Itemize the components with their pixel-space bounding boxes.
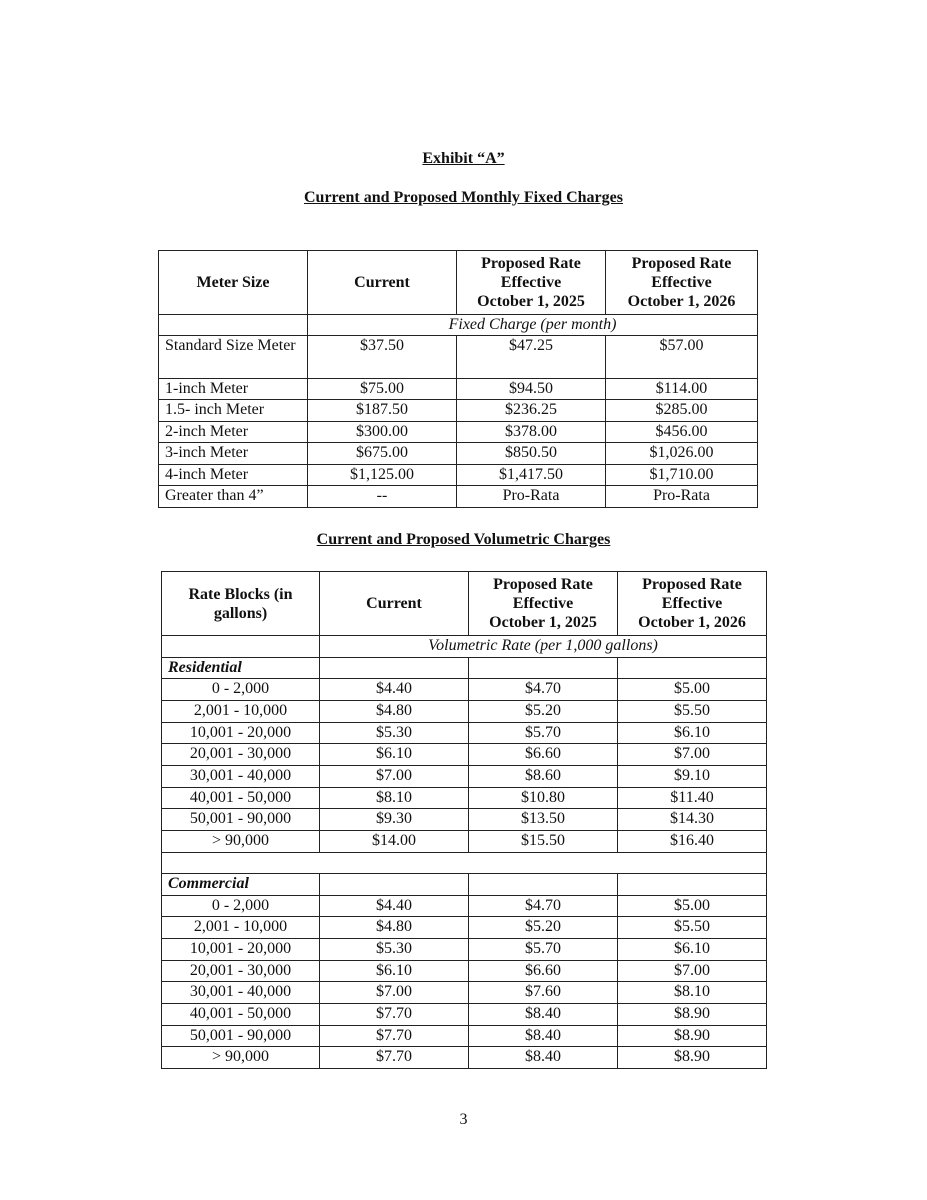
header-line: Effective	[651, 274, 712, 291]
oct-2026-cell: $5.00	[618, 896, 767, 917]
oct-2025-cell: $7.60	[469, 982, 618, 1004]
header-oct-2025	[457, 251, 606, 315]
oct-2026-cell: $8.90	[618, 1026, 767, 1047]
header-line: Proposed Rate	[493, 576, 593, 593]
oct-2026-cell: $16.40	[618, 831, 767, 853]
oct-2025-cell: $15.50	[469, 831, 618, 853]
oct-2025-cell: $5.20	[469, 917, 618, 939]
rate-block-cell: 2,001 - 10,000	[162, 917, 320, 939]
category-row-residential	[162, 658, 767, 679]
oct-2025-cell: $94.50	[457, 379, 606, 400]
rate-block-cell: 40,001 - 50,000	[162, 1004, 320, 1026]
oct-2026-cell: $14.30	[618, 809, 767, 831]
table-row	[162, 896, 767, 917]
subheader-row	[159, 315, 758, 336]
meter-size-cell: 3-inch Meter	[159, 443, 308, 465]
current-cell: --	[308, 486, 457, 508]
oct-2026-cell: $1,026.00	[606, 443, 758, 465]
oct-2026-cell: $9.10	[618, 766, 767, 788]
current-cell: $14.00	[320, 831, 469, 853]
current-cell: $37.50	[308, 336, 457, 379]
header-current: Current	[320, 572, 469, 636]
volumetric-rate-subheader: Volumetric Rate (per 1,000 gallons)	[320, 636, 767, 658]
table-row	[162, 809, 767, 831]
oct-2026-cell: $8.90	[618, 1004, 767, 1026]
rate-block-cell: 20,001 - 30,000	[162, 961, 320, 982]
oct-2025-cell: $378.00	[457, 422, 606, 443]
oct-2025-cell: $8.60	[469, 766, 618, 788]
table-row	[162, 766, 767, 788]
empty-cell	[618, 874, 767, 896]
current-cell: $7.70	[320, 1026, 469, 1047]
table-row	[162, 1047, 767, 1069]
rate-block-cell: 30,001 - 40,000	[162, 982, 320, 1004]
empty-cell	[162, 636, 320, 658]
oct-2026-cell: $11.40	[618, 788, 767, 809]
current-cell: $5.30	[320, 723, 469, 744]
table-row	[162, 723, 767, 744]
meter-size-cell: Greater than 4”	[159, 486, 308, 508]
oct-2025-cell: Pro-Rata	[457, 486, 606, 508]
oct-2025-cell: $5.70	[469, 939, 618, 961]
page-number: 3	[459, 1111, 468, 1128]
current-cell: $7.00	[320, 766, 469, 788]
fixed-charges-table	[158, 250, 758, 508]
meter-size-cell: 2-inch Meter	[159, 422, 308, 443]
header-oct-2025	[469, 572, 618, 636]
current-cell: $300.00	[308, 422, 457, 443]
oct-2025-cell: $47.25	[457, 336, 606, 379]
oct-2025-cell: $6.60	[469, 744, 618, 766]
header-rate-blocks	[162, 572, 320, 636]
rate-block-cell: 10,001 - 20,000	[162, 723, 320, 744]
oct-2025-cell: $1,417.50	[457, 465, 606, 486]
meter-size-cell: Standard Size Meter	[159, 336, 308, 379]
header-line: Rate Blocks (in	[188, 585, 293, 603]
oct-2025-cell: $5.20	[469, 701, 618, 723]
category-label: Residential	[162, 658, 320, 679]
oct-2026-cell: Pro-Rata	[606, 486, 758, 508]
table-row	[162, 982, 767, 1004]
table-row	[162, 701, 767, 723]
table-row	[159, 400, 758, 422]
volumetric-charges-table	[161, 571, 767, 1069]
current-cell: $75.00	[308, 379, 457, 400]
rate-block-cell: 50,001 - 90,000	[162, 1026, 320, 1047]
rate-block-cell: 20,001 - 30,000	[162, 744, 320, 766]
header-current: Current	[308, 251, 457, 315]
table-row	[159, 486, 758, 508]
meter-size-cell: 1.5- inch Meter	[159, 400, 308, 422]
oct-2025-cell: $4.70	[469, 896, 618, 917]
oct-2026-cell: $5.00	[618, 679, 767, 701]
table-row	[159, 379, 758, 400]
table-row	[162, 1004, 767, 1026]
table-row	[162, 831, 767, 853]
current-cell: $187.50	[308, 400, 457, 422]
meter-size-cell: 1-inch Meter	[159, 379, 308, 400]
current-cell: $4.80	[320, 701, 469, 723]
empty-cell	[320, 874, 469, 896]
oct-2025-cell: $8.40	[469, 1004, 618, 1026]
header-line: Effective	[661, 595, 723, 612]
oct-2026-cell: $6.10	[618, 939, 767, 961]
oct-2025-cell: $4.70	[469, 679, 618, 701]
current-cell: $5.30	[320, 939, 469, 961]
table-row	[159, 465, 758, 486]
empty-cell	[469, 658, 618, 679]
rate-block-cell: > 90,000	[162, 831, 320, 853]
current-cell: $9.30	[320, 809, 469, 831]
category-row-commercial	[162, 874, 767, 896]
empty-cell	[162, 853, 767, 874]
meter-size-cell: 4-inch Meter	[159, 465, 308, 486]
current-cell: $8.10	[320, 788, 469, 809]
table-header-row	[159, 251, 758, 315]
oct-2026-cell: $7.00	[618, 744, 767, 766]
oct-2025-cell: $236.25	[457, 400, 606, 422]
current-cell: $6.10	[320, 744, 469, 766]
header-line: Proposed Rate	[642, 576, 742, 593]
table-row	[159, 336, 758, 379]
table-row	[162, 961, 767, 982]
rate-block-cell: 0 - 2,000	[162, 896, 320, 917]
oct-2026-cell: $5.50	[618, 917, 767, 939]
oct-2026-cell: $8.90	[618, 1047, 767, 1069]
rate-block-cell: 40,001 - 50,000	[162, 788, 320, 809]
oct-2026-cell: $114.00	[606, 379, 758, 400]
oct-2026-cell: $6.10	[618, 723, 767, 744]
oct-2026-cell: $5.50	[618, 701, 767, 723]
table-row	[162, 788, 767, 809]
oct-2025-cell: $10.80	[469, 788, 618, 809]
header-line: October 1, 2025	[489, 614, 597, 631]
rate-block-cell: 10,001 - 20,000	[162, 939, 320, 961]
current-cell: $7.70	[320, 1004, 469, 1026]
empty-cell	[618, 658, 767, 679]
oct-2025-cell: $6.60	[469, 961, 618, 982]
header-oct-2026	[606, 251, 758, 315]
header-line: October 1, 2025	[477, 293, 585, 310]
header-line: Proposed Rate	[481, 255, 581, 272]
current-cell: $6.10	[320, 961, 469, 982]
header-oct-2026	[618, 572, 767, 636]
oct-2026-cell: $1,710.00	[606, 465, 758, 486]
current-cell: $675.00	[308, 443, 457, 465]
category-label: Commercial	[162, 874, 320, 896]
current-cell: $4.80	[320, 917, 469, 939]
fixed-charges-section-title: Current and Proposed Monthly Fixed Charges	[304, 189, 623, 206]
oct-2025-cell: $5.70	[469, 723, 618, 744]
subheader-row	[162, 636, 767, 658]
oct-2025-cell: $850.50	[457, 443, 606, 465]
oct-2025-cell: $13.50	[469, 809, 618, 831]
volumetric-charges-section-title: Current and Proposed Volumetric Charges	[316, 531, 611, 548]
header-line: Effective	[500, 274, 562, 291]
spacer-row	[162, 853, 767, 874]
table-row	[162, 744, 767, 766]
header-meter-size: Meter Size	[159, 251, 308, 315]
table-row	[162, 917, 767, 939]
current-cell: $4.40	[320, 896, 469, 917]
current-cell: $4.40	[320, 679, 469, 701]
table-row	[162, 679, 767, 701]
rate-block-cell: 50,001 - 90,000	[162, 809, 320, 831]
current-cell: $7.00	[320, 982, 469, 1004]
header-line: gallons)	[213, 604, 268, 622]
empty-cell	[159, 315, 308, 336]
exhibit-title: Exhibit “A”	[422, 150, 505, 167]
oct-2026-cell: $285.00	[606, 400, 758, 422]
table-row	[159, 422, 758, 443]
header-line: Proposed Rate	[631, 255, 732, 272]
oct-2025-cell: $8.40	[469, 1047, 618, 1069]
current-cell: $7.70	[320, 1047, 469, 1069]
header-line: Effective	[512, 595, 574, 612]
empty-cell	[320, 658, 469, 679]
oct-2026-cell: $57.00	[606, 336, 758, 379]
header-line: October 1, 2026	[627, 293, 736, 310]
oct-2025-cell: $8.40	[469, 1026, 618, 1047]
rate-block-cell: 2,001 - 10,000	[162, 701, 320, 723]
header-line: October 1, 2026	[638, 614, 746, 631]
oct-2026-cell: $8.10	[618, 982, 767, 1004]
oct-2026-cell: $7.00	[618, 961, 767, 982]
rate-block-cell: 30,001 - 40,000	[162, 766, 320, 788]
table-header-row	[162, 572, 767, 636]
table-row	[162, 939, 767, 961]
fixed-charge-subheader: Fixed Charge (per month)	[308, 315, 758, 336]
table-row	[162, 1026, 767, 1047]
empty-cell	[469, 874, 618, 896]
current-cell: $1,125.00	[308, 465, 457, 486]
oct-2026-cell: $456.00	[606, 422, 758, 443]
rate-block-cell: 0 - 2,000	[162, 679, 320, 701]
rate-block-cell: > 90,000	[162, 1047, 320, 1069]
table-row	[159, 443, 758, 465]
